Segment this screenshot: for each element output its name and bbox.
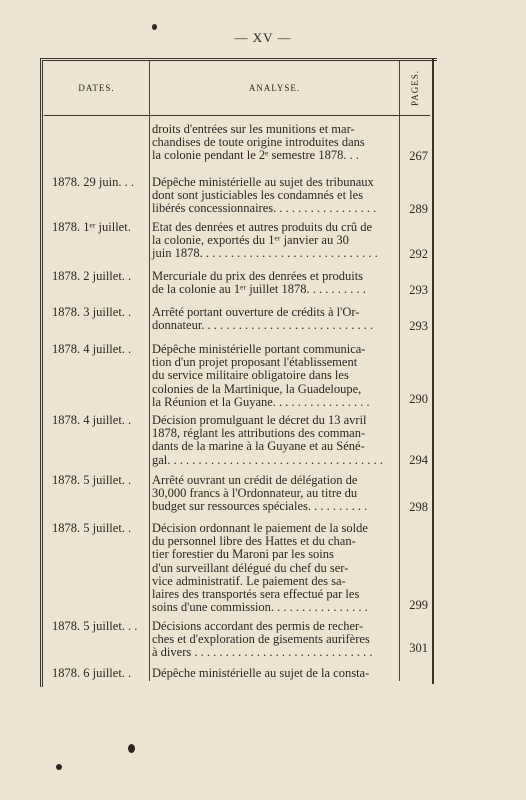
entry-page: 293 <box>409 319 428 333</box>
entry-page: 299 <box>409 598 428 612</box>
entry-analysis: Arrêté ouvrant un crédit de délégation de 30,000 francs à l'Ordonnateur, au titre du budget sur ressources spéciales. . . . . . . . . . <box>152 473 368 514</box>
entry-page: 298 <box>409 500 428 514</box>
ink-spot <box>152 24 157 30</box>
entry-date: 1878. 2 juillet. . <box>52 269 132 283</box>
page-number: — XV — <box>234 30 292 45</box>
column-header-pages <box>400 61 430 115</box>
entry-date: 1878. 5 juillet. . . <box>52 619 138 633</box>
entry-date: 1878. 4 juillet. . <box>52 342 132 356</box>
entry-page: 267 <box>409 149 428 163</box>
entry-date: 1878. 5 juillet. . <box>52 473 132 487</box>
entry-page: 289 <box>409 202 428 216</box>
ink-spot <box>56 764 62 770</box>
entry-date: 1878. 29 juin. . . <box>52 175 134 189</box>
entry-analysis: Mercuriale du prix des denrées et produits de la colonie au 1ᵉʳ juillet 1878. . . . . . . . . . <box>152 269 366 297</box>
entry-date: 1878. 1ᵉʳ juillet. <box>52 220 131 234</box>
entry-date: 1878. 4 juillet. . <box>52 413 132 427</box>
entry-page: 294 <box>409 453 428 467</box>
entry-page: 290 <box>409 392 428 406</box>
entry-analysis: Dépêche ministérielle au sujet de la consta- <box>152 666 370 680</box>
entry-page: 292 <box>409 247 428 261</box>
entry-date: 1878. 6 juillet. . <box>52 666 132 680</box>
entry-analysis: Etat des denrées et autres produits du crû de la colonie, exportés du 1ᵉʳ janvier au 30 juin 1878. . . . . . . . . . . . . . . . . . . . . . . . . . . . . <box>152 220 378 261</box>
column-header-analyse: ANALYSE. <box>248 83 301 93</box>
entry-date: 1878. 3 juillet. . <box>52 305 132 319</box>
entry-analysis: Dépêche ministérielle au sujet des tribunaux dont sont justiciables les condamnés et les libérés concessionnaires. . . . . . . . . . . . . . . . . <box>152 175 377 216</box>
entry-analysis: droits d'entrées sur les munitions et mar- chandises de toute origine introduites dans la colonie pendant le 2ᵉ semestre 1878. . . <box>152 122 365 163</box>
entry-analysis: Dépêche ministérielle portant communica- tion d'un projet proposant l'établissement du service militaire obligatoire dans les colonies de la Martinique, la Guadeloupe, la Réunion et la Guyane. . . . . . . . . . . . . . . . <box>152 342 370 409</box>
header-rule <box>44 115 430 116</box>
entry-analysis: Décision promulguant le décret du 13 avril 1878, réglant les attributions des comman- dants de la marine à la Guyane et au Séné- gal. . . . . . . . . . . . . . . . . . . . . . . . . . . . . . . . . . . <box>152 413 383 467</box>
column-header-dates: DATES. <box>78 83 115 93</box>
entry-page: 301 <box>409 641 428 655</box>
entry-page: 293 <box>409 283 428 297</box>
table-right-rule <box>432 58 434 684</box>
column-divider-dates <box>149 61 150 681</box>
entry-analysis: Décision ordonnant le paiement de la solde du personnel libre des Hattes et du chan- tier forestier du Maroni par les soins d'un surveillant délégué du chef du ser- vice administratif. Le paiement des sa- laires des transportés sera effectué par les soins d'une commission. . . . . . . . . . . . . . . . <box>152 521 368 615</box>
entry-date: 1878. 5 juillet. . <box>52 521 132 535</box>
entry-analysis: Décisions accordant des permis de recher- ches et d'exploration de gisements aurifères à divers . . . . . . . . . . . . . . . . . . . . . . . . . . . . . <box>152 619 373 660</box>
ink-spot <box>128 744 135 753</box>
column-header-pages-label: PAGES. <box>410 70 420 106</box>
entry-analysis: Arrêté portant ouverture de crédits à l'Or- donnateur. . . . . . . . . . . . . . . . . . . . . . . . . . . . <box>152 305 374 333</box>
